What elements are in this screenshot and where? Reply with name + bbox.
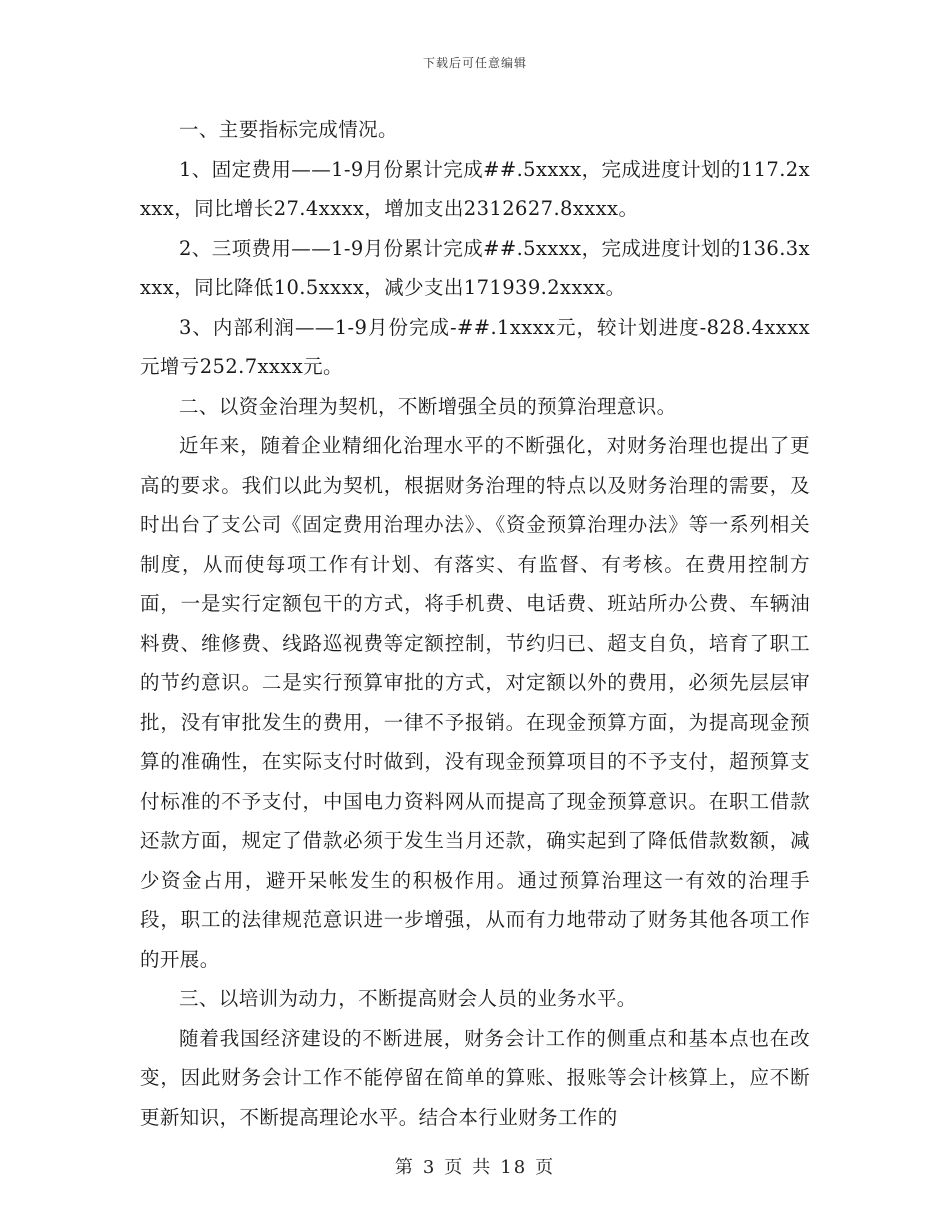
footer-page-word: 页 [444,1157,465,1178]
budget-management-paragraph: 近年来，随着企业精细化治理水平的不断强化，对财务治理也提出了更高的要求。我们以此为契机，根据财务治理的特点以及财务治理的需要，及时出台了支公司《固定费用治理办法》、《资金预算治理办法》等一系列相关制度，从而使每项工作有计划、有落实、有监督、有考核。在费用控制方面，一是实行定额包干的方式，将手机费、电话费、班站所办公费、车辆油料费、维修费、线路巡视费等定额控制，节约归已、超支自负，培育了职工的节约意识。二是实行预算审批的方式，对定额以外的费用，必须先层层审批，没有审批发生的费用，一律不予报销。在现金预算方面，为提高现金预算的准确性，在实际支付时做到，没有现金预算项目的不予支付，超预算支付标准的不予支付，中国电力资料网从而提高了现金预算意识。在职工借款还款方面，规定了借款必须于发生当月还款，确实起到了降低借款数额，减少资金占用，避开呆帐发生的积极作用。通过预算治理这一有效的治理手段，职工的法律规范意识进一步增强，从而有力地带动了财务其他各项工作的开展。 [140,434,810,971]
footer-current-page: 3 [422,1157,437,1178]
footer-total-pages: 18 [500,1157,528,1178]
indicator-three-costs: 2、三项费用——1-9月份累计完成##.5xxxx，完成进度计划的136.3xxxx，同比降低10.5xxxx，减少支出171939.2xxxx。 [140,236,811,299]
section-heading-2: 二、以资金治理为契机，不断增强全员的预算治理意识。 [179,394,677,418]
footer-prefix: 第 [394,1157,415,1178]
footer-suffix: 页 [535,1157,556,1178]
indicator-internal-profit: 3、内部利润——1-9月份完成-##.1xxxx元，较计划进度-828.4xxxx元增亏252.7xxxx元。 [140,315,810,378]
footer-total-word: 共 [472,1157,493,1178]
section-heading-3: 三、以培训为动力，不断提高财会人员的业务水平。 [179,987,637,1010]
page-footer [0,1153,950,1179]
section-heading-1: 一、主要指标完成情况。 [179,118,398,141]
indicator-fixed-costs: 1、固定费用——1-9月份累计完成##.5xxxx，完成进度计划的117.2xxxx，同比增长27.4xxxx，增加支出2312627.8xxxx。 [140,157,811,220]
page-header: 下载后可任意编辑 [422,56,527,70]
training-paragraph: 随着我国经济建设的不断进展，财务会计工作的侧重点和基本点也在改变，因此财务会计工作不能停留在简单的算账、报账等会计核算上，应不断更新知识，不断提高理论水平。结合本行业财务工作的 [140,1026,810,1129]
document-body [140,110,810,1137]
